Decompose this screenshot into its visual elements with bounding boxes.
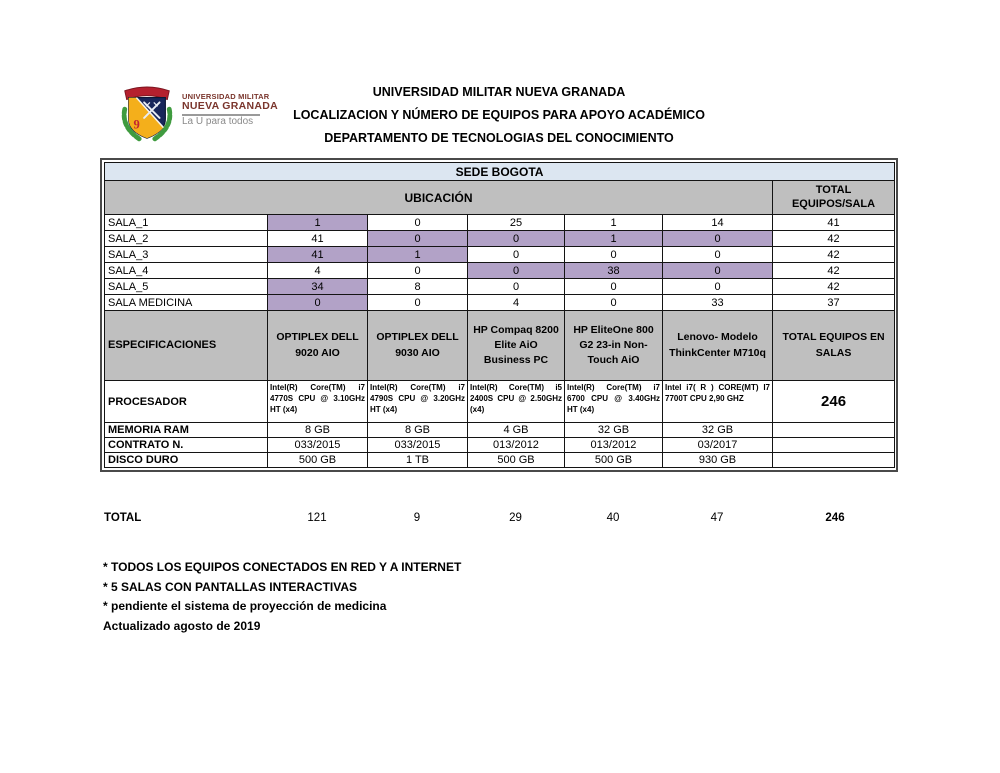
room-count-cell: 0 — [268, 295, 368, 311]
contract-cell: 013/2012 — [565, 438, 663, 453]
ram-cell: 8 GB — [368, 423, 468, 438]
contract-cell: 013/2012 — [468, 438, 565, 453]
room-total-cell: 37 — [773, 295, 895, 311]
footnotes — [103, 558, 461, 636]
contract-cell: 033/2015 — [368, 438, 468, 453]
room-count-cell: 41 — [268, 231, 368, 247]
room-count-cell: 0 — [368, 295, 468, 311]
room-total-cell: 42 — [773, 279, 895, 295]
processor-label: PROCESADOR — [105, 381, 268, 423]
table-row — [105, 231, 895, 247]
room-count-cell: 1 — [565, 231, 663, 247]
room-count-cell: 8 — [368, 279, 468, 295]
empty-cell — [773, 423, 895, 438]
room-count-cell: 1 — [368, 247, 468, 263]
ram-cell: 4 GB — [468, 423, 565, 438]
room-count-cell: 0 — [368, 215, 468, 231]
model-header-cell: OPTIPLEX DELL 9020 AIO — [268, 311, 368, 381]
spec-header-row — [105, 311, 895, 381]
room-count-cell: 0 — [663, 279, 773, 295]
room-count-cell: 0 — [663, 247, 773, 263]
room-count-cell: 33 — [663, 295, 773, 311]
contract-label: CONTRATO N. — [105, 438, 268, 453]
room-count-cell: 0 — [468, 263, 565, 279]
spec-total-header: TOTAL EQUIPOS EN SALAS — [773, 311, 895, 381]
room-count-cell: 0 — [468, 279, 565, 295]
disk-cell: 500 GB — [268, 453, 368, 468]
room-label: SALA MEDICINA — [105, 295, 268, 311]
room-total-cell: 42 — [773, 231, 895, 247]
note-line: * 5 SALAS CON PANTALLAS INTERACTIVAS — [103, 579, 358, 594]
room-total-cell: 41 — [773, 215, 895, 231]
room-total-cell: 42 — [773, 263, 895, 279]
room-count-cell: 0 — [468, 231, 565, 247]
room-count-cell: 0 — [565, 247, 663, 263]
room-count-cell: 14 — [663, 215, 773, 231]
room-count-cell: 38 — [565, 263, 663, 279]
spec-header-label: ESPECIFICACIONES — [105, 311, 268, 381]
logo-org-line1: UNIVERSIDAD MILITAR — [182, 92, 270, 101]
title-line-3: DEPARTAMENTO DE TECNOLOGIAS DEL CONOCIMIENTO — [324, 131, 674, 145]
table-row — [105, 295, 895, 311]
column-total-cell: 47 — [710, 512, 724, 524]
room-count-cell: 0 — [663, 263, 773, 279]
room-count-cell: 0 — [565, 279, 663, 295]
equipment-table-frame — [100, 158, 898, 472]
processor-cell: Intel(R) Core(TM) i7 4770S CPU @ 3.10GHz HT (x4) — [268, 381, 368, 423]
room-count-cell: 4 — [268, 263, 368, 279]
ram-label: MEMORIA RAM — [105, 423, 268, 438]
table-row — [105, 263, 895, 279]
model-header-cell: OPTIPLEX DELL 9030 AIO — [368, 311, 468, 381]
column-total-cell: 40 — [606, 512, 620, 524]
room-count-cell: 0 — [565, 295, 663, 311]
room-label: SALA_4 — [105, 263, 268, 279]
disk-label: DISCO DURO — [105, 453, 268, 468]
ram-cell: 32 GB — [663, 423, 773, 438]
room-label: SALA_3 — [105, 247, 268, 263]
room-count-cell: 1 — [565, 215, 663, 231]
logo-org-line2: NUEVA GRANADA — [182, 99, 279, 112]
processor-cell: Intel i7( R ) CORE(MT) I7 7700T CPU 2,90 GHZ — [663, 381, 773, 423]
processor-cell: Intel(R) Core(TM) i5 2400S CPU @ 2.50GHz (x4) — [468, 381, 565, 423]
ram-row — [105, 423, 895, 438]
room-count-cell: 25 — [468, 215, 565, 231]
contract-row — [105, 438, 895, 453]
table-row — [105, 247, 895, 263]
column-total-cell: 9 — [413, 512, 421, 524]
room-count-cell: 4 — [468, 295, 565, 311]
disk-cell: 500 GB — [468, 453, 565, 468]
ram-cell: 8 GB — [268, 423, 368, 438]
model-header-cell: HP EliteOne 800 G2 23-in Non-Touch AiO — [565, 311, 663, 381]
ubicacion-header: UBICACIÓN — [105, 181, 773, 215]
room-count-cell: 0 — [368, 231, 468, 247]
logo-tagline: La U para todos — [182, 115, 254, 127]
room-count-cell: 0 — [468, 247, 565, 263]
sede-header: SEDE BOGOTA — [105, 163, 895, 181]
processor-cell: Intel(R) Core(TM) i7 4790S CPU @ 3.20GHz HT (x4) — [368, 381, 468, 423]
room-count-cell: 0 — [368, 263, 468, 279]
disk-cell: 500 GB — [565, 453, 663, 468]
model-header-cell: Lenovo- Modelo ThinkCenter M710q — [663, 311, 773, 381]
title-line-1: UNIVERSIDAD MILITAR NUEVA GRANADA — [372, 85, 626, 99]
note-line: Actualizado agosto de 2019 — [103, 618, 261, 633]
grand-total-row — [100, 508, 898, 528]
room-label: SALA_5 — [105, 279, 268, 295]
room-label: SALA_2 — [105, 231, 268, 247]
column-total-cell: 121 — [307, 512, 327, 524]
document-title-block — [100, 81, 898, 150]
disk-cell: 1 TB — [368, 453, 468, 468]
model-header-cell: HP Compaq 8200 Elite AiO Business PC — [468, 311, 565, 381]
grand-total-label: TOTAL — [104, 512, 142, 524]
contract-cell: 033/2015 — [268, 438, 368, 453]
grand-total-value: 246 — [825, 512, 845, 524]
empty-cell — [773, 453, 895, 468]
ram-cell: 32 GB — [565, 423, 663, 438]
contract-cell: 03/2017 — [663, 438, 773, 453]
column-total-cell: 29 — [509, 512, 522, 524]
note-line: * TODOS LOS EQUIPOS CONECTADOS EN RED Y A INTERNET — [103, 560, 462, 574]
empty-cell — [773, 438, 895, 453]
equipment-table — [104, 162, 895, 468]
total-per-room-header: TOTAL EQUIPOS/SALA — [773, 181, 895, 215]
title-line-2: LOCALIZACION Y NÚMERO DE EQUIPOS PARA APOYO ACADÉMICO — [293, 108, 705, 122]
disk-cell: 930 GB — [663, 453, 773, 468]
table-row — [105, 215, 895, 231]
svg-text:9: 9 — [133, 117, 140, 132]
room-count-cell: 34 — [268, 279, 368, 295]
room-count-cell: 1 — [268, 215, 368, 231]
disk-row — [105, 453, 895, 468]
total-equipment-cell: 246 — [773, 381, 895, 423]
table-row — [105, 279, 895, 295]
room-label: SALA_1 — [105, 215, 268, 231]
processor-cell: Intel(R) Core(TM) i7 6700 CPU @ 3.40GHz HT (x4) — [565, 381, 663, 423]
room-count-cell: 41 — [268, 247, 368, 263]
note-line: * pendiente el sistema de proyección de medicina — [103, 599, 387, 613]
room-count-cell: 0 — [663, 231, 773, 247]
room-total-cell: 42 — [773, 247, 895, 263]
processor-row — [105, 381, 895, 423]
